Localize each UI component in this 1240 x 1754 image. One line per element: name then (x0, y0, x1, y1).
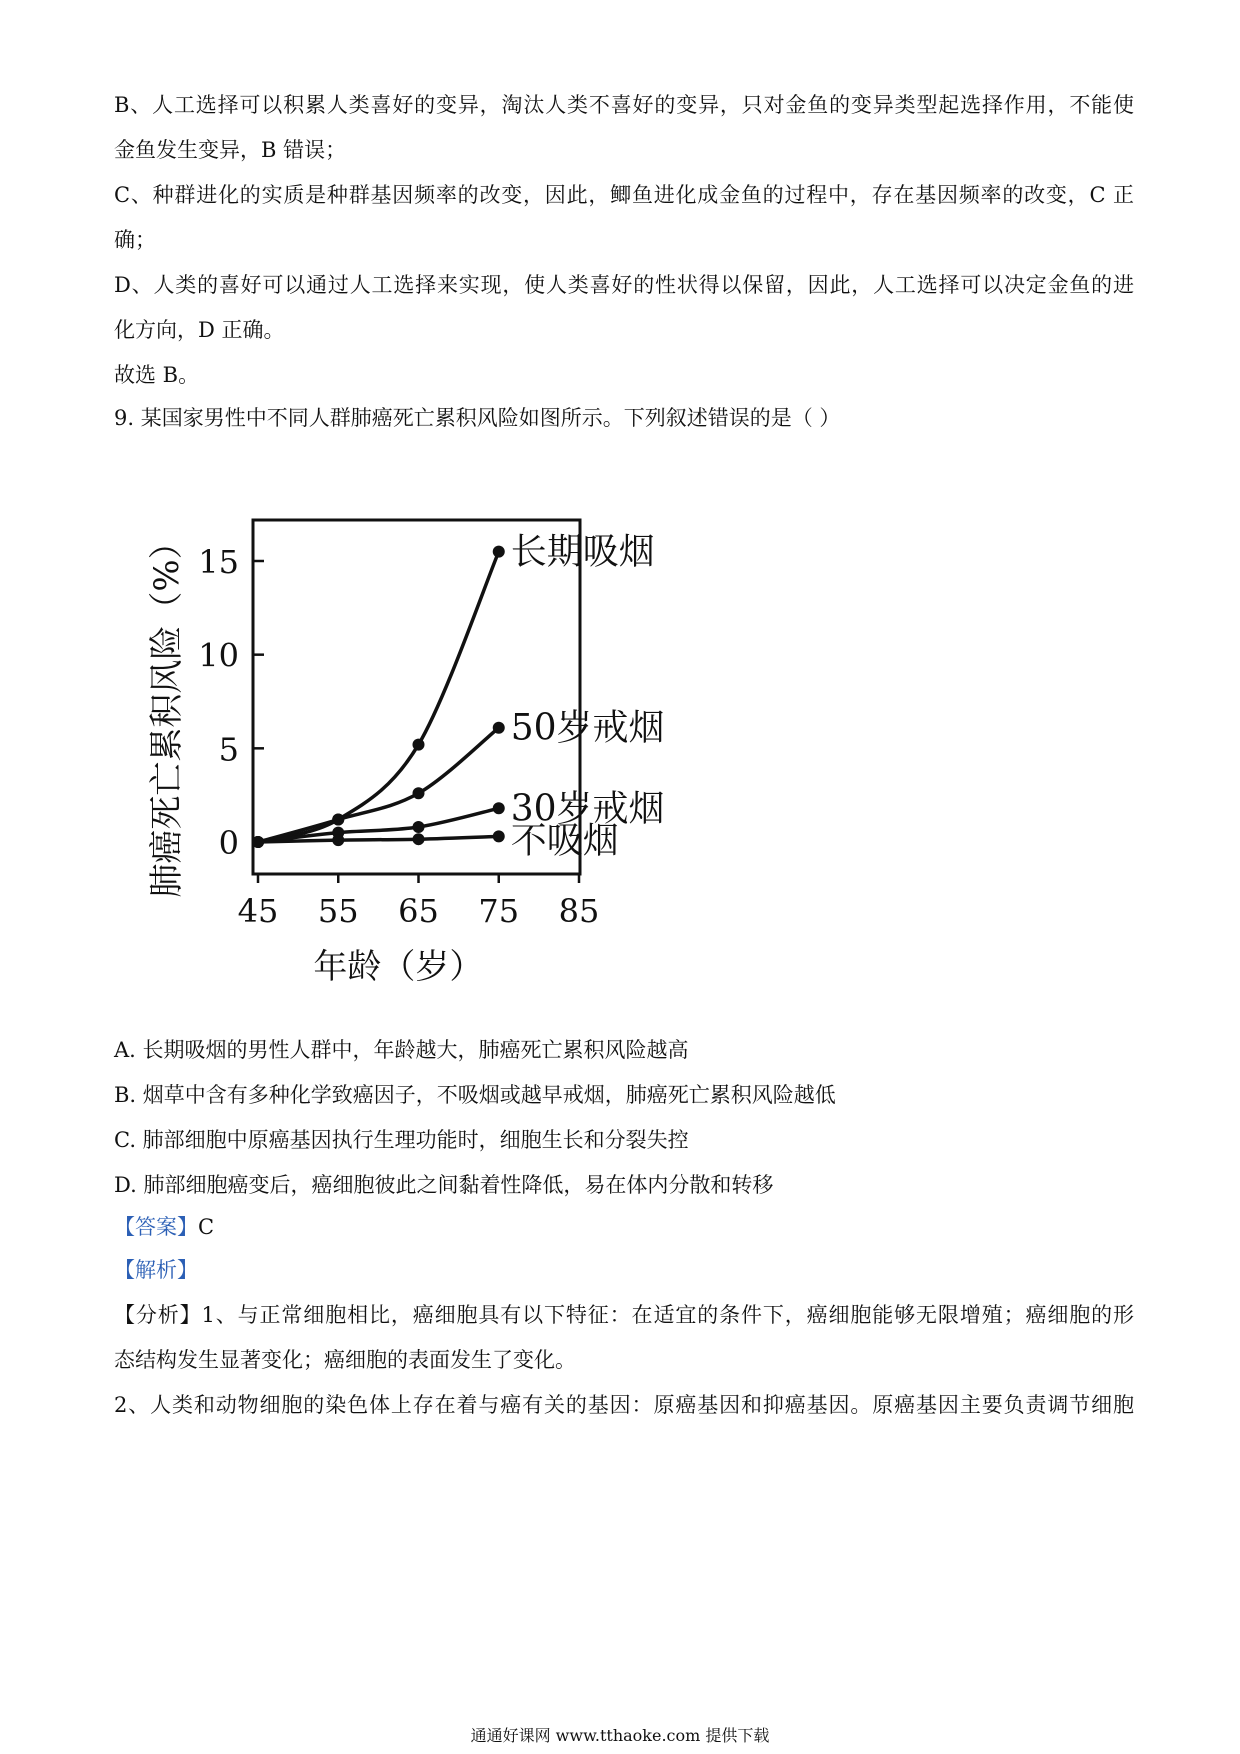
series-label: 50岁戒烟 (510, 707, 665, 749)
analysis-line2: 态结构发生显著变化；癌细胞的表面发生了变化。 (114, 1348, 576, 1372)
footer-source: 通通好课网 www.tthaoke.com 提供下载 (470, 1726, 770, 1745)
x-tick-label: 65 (398, 892, 439, 930)
series-line (258, 552, 499, 842)
series-point (413, 787, 425, 799)
lung-cancer-risk-chart (140, 520, 700, 987)
series-layer (252, 532, 665, 862)
x-tick-label: 55 (317, 892, 359, 930)
analysis-line1: 【分析】1、与正常细胞相比，癌细胞具有以下特征：在适宜的条件下，癌细胞能够无限增殖；癌细胞的形 (114, 1303, 1134, 1327)
x-tick-label: 85 (558, 892, 600, 930)
option-b: B. 烟草中含有多种化学致癌因子，不吸烟或越早戒烟，肺癌死亡累积风险越低 (114, 1083, 836, 1107)
option-d-explanation-line1: D、人类的喜好可以通过人工选择来实现，使人类喜好的性状得以保留，因此，人工选择可以决定金鱼的进 (114, 273, 1134, 297)
y-axis-label: 肺癌死亡累积风险（%） (147, 525, 187, 898)
series-label: 30岁戒烟 (510, 788, 665, 830)
option-b-explanation-line2: 金鱼发生变异，B 错误； (114, 138, 347, 162)
option-b-explanation-line1: B、人工选择可以积累人类喜好的变异，淘汰人类不喜好的变异，只对金鱼的变异类型起选择作用，不能使 (114, 93, 1134, 117)
option-a: A. 长期吸烟的男性人群中，年龄越大，肺癌死亡累积风险越高 (114, 1038, 689, 1062)
option-d: D. 肺部细胞癌变后，癌细胞彼此之间黏着性降低，易在体内分散和转移 (114, 1173, 774, 1197)
analysis-line3: 2、人类和动物细胞的染色体上存在着与癌有关的基因：原癌基因和抑癌基因。原癌基因主要负责调节细胞 (114, 1393, 1134, 1417)
x-axis-ticks (238, 874, 600, 930)
series-point (493, 802, 505, 814)
answer-value: C (198, 1215, 215, 1239)
series-point (493, 830, 505, 842)
series-point (493, 722, 505, 734)
x-tick-label: 45 (237, 892, 279, 930)
series-point (493, 546, 505, 558)
x-axis-label: 年龄（岁） (313, 947, 484, 987)
series-point (413, 739, 425, 751)
series-label: 长期吸烟 (510, 531, 655, 573)
series-label: 不吸烟 (510, 820, 619, 862)
previous-conclusion: 故选 B。 (114, 363, 200, 387)
y-tick-label: 5 (218, 730, 239, 769)
option-c-explanation-line1: C、种群进化的实质是种群基因频率的改变，因此，鲫鱼进化成金鱼的过程中，存在基因频率的改变，C 正 (114, 183, 1134, 207)
series-line (258, 728, 499, 842)
x-tick-label: 75 (478, 892, 520, 930)
option-d-explanation-line2: 化方向，D 正确。 (114, 318, 285, 342)
series-point (252, 836, 264, 848)
analysis-label: 【解析】 (114, 1258, 198, 1282)
option-c-explanation-line2: 确； (114, 228, 156, 252)
series-point (332, 814, 344, 826)
series-point (413, 821, 425, 833)
series-point (413, 833, 425, 845)
answer-line (114, 1212, 1134, 1242)
y-tick-label: 15 (198, 543, 239, 581)
option-c: C. 肺部细胞中原癌基因执行生理功能时，细胞生长和分裂失控 (114, 1128, 689, 1152)
answer-label: 【答案】 (114, 1215, 198, 1239)
y-tick-label: 10 (198, 636, 239, 675)
series-point (332, 834, 344, 846)
question-stem: 9. 某国家男性中不同人群肺癌死亡累积风险如图所示。下列叙述错误的是（ ） (114, 406, 841, 430)
y-tick-label: 0 (218, 824, 239, 862)
